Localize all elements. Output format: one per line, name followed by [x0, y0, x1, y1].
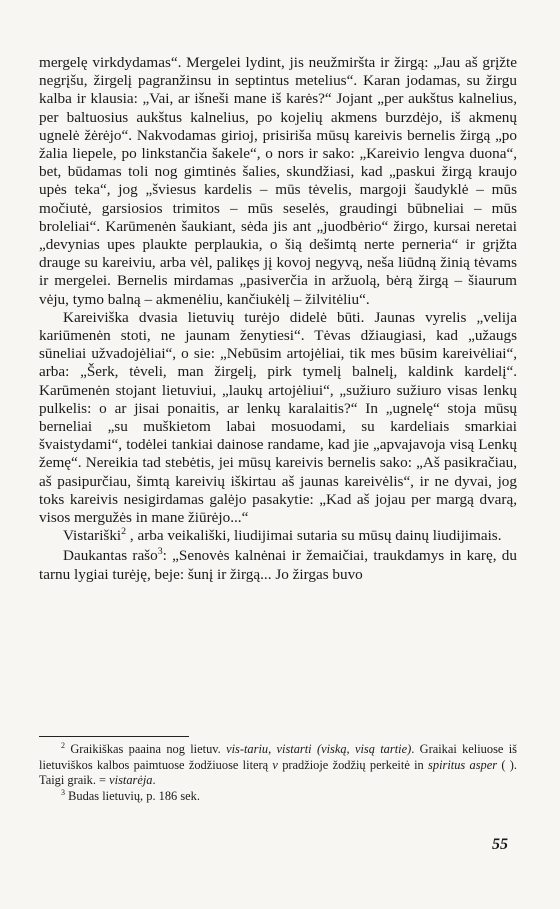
footnote-2-number: 2	[61, 740, 66, 750]
footnote-divider	[39, 736, 189, 737]
paragraph-4	[39, 547, 517, 583]
page-number: 55	[492, 836, 508, 853]
footnote-2-italic-2: v	[272, 757, 278, 772]
paragraph-3	[39, 527, 517, 545]
footnote-2-text-e: .	[152, 773, 156, 788]
footnote-3-number: 3	[61, 787, 66, 797]
footnote-ref-2: 2	[121, 526, 127, 538]
footnote-2-text-d: ( ). Taigi graik. =	[39, 757, 517, 788]
footnote-2-text-c: pradžioje žodžių perkeitė in	[277, 757, 429, 772]
paragraph-3-text-a: Vistariški	[63, 527, 122, 545]
footnote-2-text-b: . Graikai keliuose iš lietuviškos kalbos paimtuose žodžiuose literą	[39, 742, 517, 772]
paragraph-1: mergelę virkdydamas“. Mergelei lydint, jis neužmiršta ir žirgą: „Jau aš grįžte negrįšu, žirgelį pagranžinsu in septintus metelius“. Karan jodamas, su žirgu kalba ir klausia: „Vai, ar išneši mane iš karės?“ Jojant „per aukštus kalnelius, per baltuosius aukštus kalnelius, po kojelių akmens burzdėjo, iš akmenų ugnelė žėrėjo“. Nakvodamas girioj, prisiriša mūsų kareivis bernelis žirgą „po žalia liepele, po linkstančia šakele“, o nors ir sako: „Kareivio lengva duona“, bet, būdamas toli nog gimtinės šalies, skundžiasi, kad „paskui žirgą kraujo upės teka“, jog „šviesus kardelis – mūs tėvelis, margoji šaudyklė – mūs močiutė, garsiosios trimitos – mūs seselės, graudingi būbneliai – mūs broleliai“. Karūmenėn šaukiant, sėda jis ant „juodbėrio“ žirgo, kursai neretai „devynias upes plaukte perplaukia, o šią dešimtą nerte perneria“ ir grįžta drauge su kareiviu, arba vėl, palikęs jį kovoj negyvą, neša liūdną žinią tėvams ir mergelei. Bernelis mirdamas „pasiverčia in aržuolą, bėrą žirgą – šiaurum vėju, tymo balną – akmenėliu, kančiukėlį – žilvitėliu“.	[39, 54, 517, 308]
main-text	[39, 54, 517, 584]
footnote-2-italic-3: spiritus asper	[428, 757, 498, 772]
footnote-3-text: Budas lietuvių, p. 186 sek.	[65, 788, 200, 803]
footnote-2-italic-1: vis-tariu, vistarti (viską, visą tartie)	[226, 742, 412, 756]
footnotes	[39, 742, 517, 804]
paragraph-2: Kareiviška dvasia lietuvių turėjo didelė būti. Jaunas vyrelis „velija kariūmenėn stoti, ne jaunam ženytiesi“. Tėvas džiaugiasi, kad „užaugs sūneliai užvadojėliai“, o sie: „Nebūsim artojėliai, tik mes būsim kareivėliai“, arba: „Šerk, tėveli, man žirgelį, pirk tymelį balnelį, kaldink kardelį“. Karūmenėn stojant lietuviui, „laukų artojėliui“, „sužiuro sužiuro visas lenkų pulkelis: o ar jisai ponaitis, ar lenkų karalaitis?“ In „ugnelę“ stoja mūsų berneliai „su muškietom labai mosuodami, su kardeliais smarkiai švaistydami“, todėlei tankiai dainose randame, kad jie „apvajavoja visą Lenkų žemę“. Nereikia tad stebėtis, jei mūsų kareivis bernelis sako: „Aš pasikračiau, aš pasipurčiau, šimtą kareivių iškirtau aš jaunas kareivėlis“, ir ne dyvai, jog toks kareivis nesigirdamas galėjo pasakytie: „Kad aš jojau per margą dvarą, visos mergužės in mane žiūrėjo...“	[39, 308, 517, 527]
footnote-3	[39, 789, 517, 805]
footnote-2-italic-4: vistarėja	[109, 773, 153, 788]
paragraph-3-text-b: , arba veikališki, liudijimai sutaria su mūsų dainų liudijimais.	[126, 527, 502, 545]
paragraph-4-text-b: : „Senovės kalnėnai ir žemaičiai, traukdamys in karę, du tarnu lygiai turėję, beje: šunį ir žirgą... Jo žirgas buvo	[39, 547, 517, 583]
footnote-ref-3: 3	[157, 546, 163, 558]
paragraph-4-text-a: Daukantas rašo	[63, 547, 158, 565]
footnote-2-text-a: Graikiškas paaina nog lietuv.	[65, 742, 227, 756]
footnote-2	[39, 742, 517, 789]
